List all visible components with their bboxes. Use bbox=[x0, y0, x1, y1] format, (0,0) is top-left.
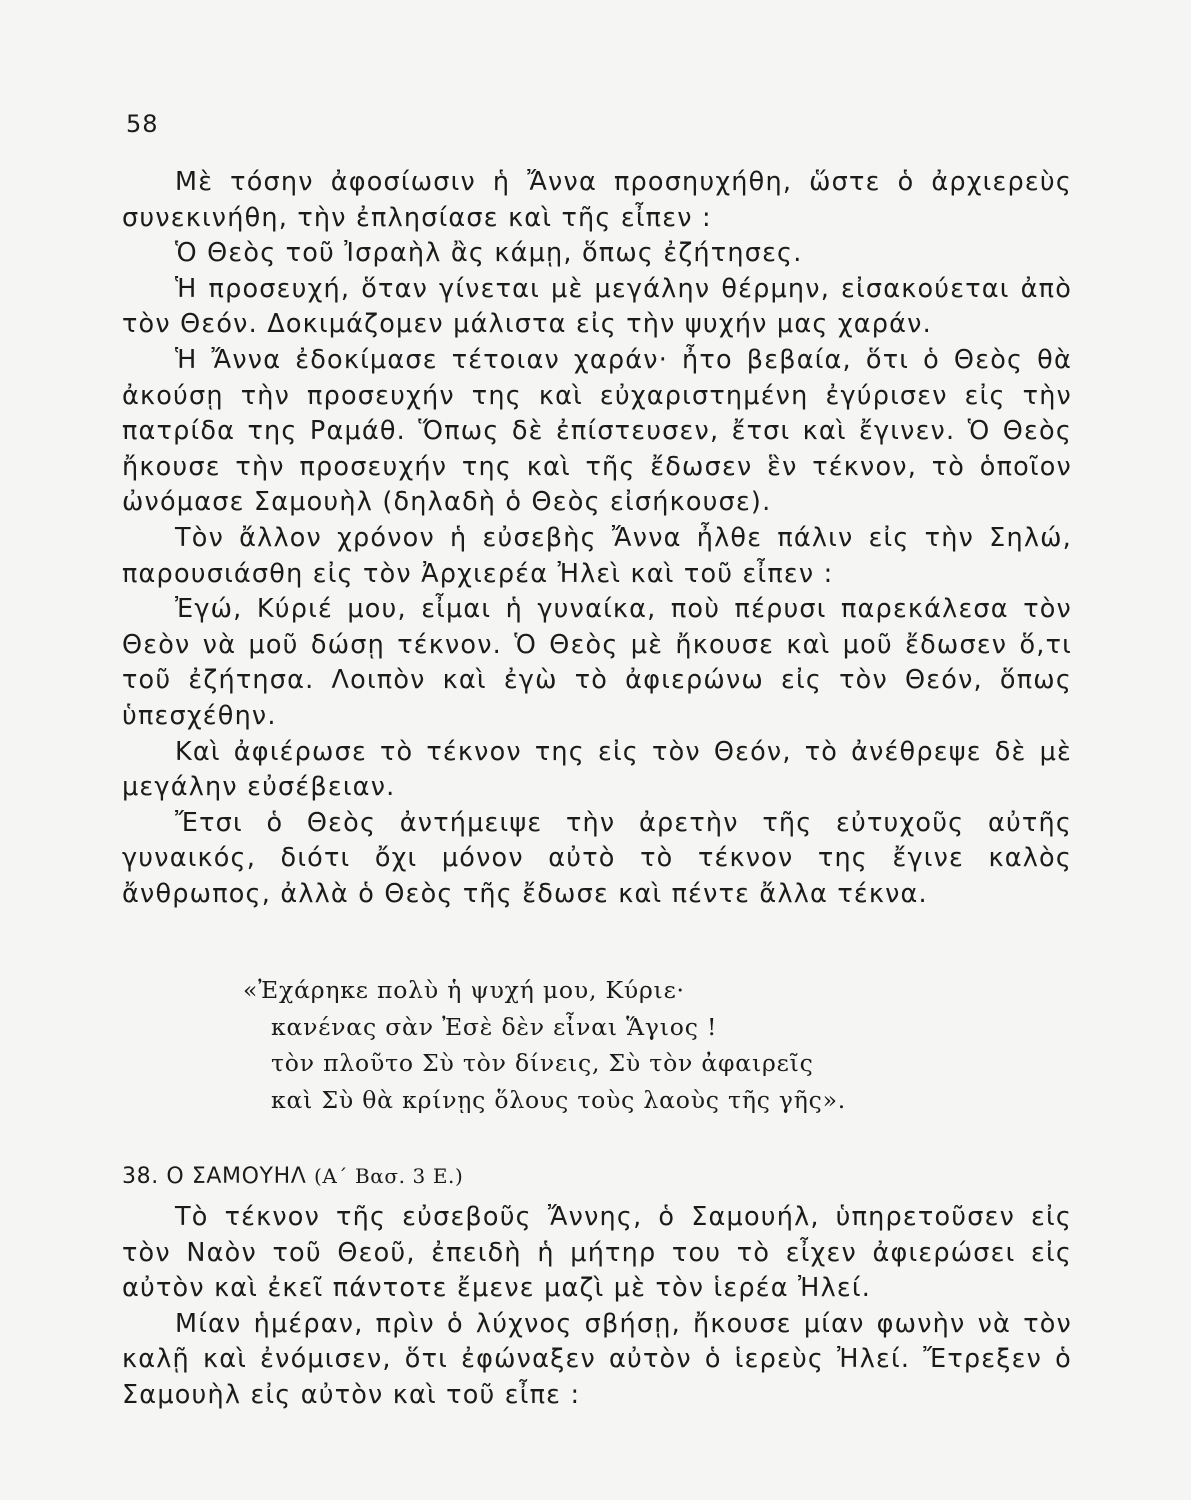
paragraph: Καὶ ἀφιέρωσε τὸ τέκνον της εἰς τὸν Θεόν, τὸ ἀνέθρεψε δὲ μὲ μεγάλην εὐσέβειαν. bbox=[122, 736, 1072, 803]
poem-line: τὸν πλοῦτο Σὺ τὸν δίνεις, Σὺ τὸν ἀφαιρεῖς bbox=[271, 1049, 814, 1077]
paragraph: Ὁ Θεὸς τοῦ Ἰσραὴλ ἂς κάμῃ, ὅπως ἐζήτησες. bbox=[175, 238, 803, 269]
poem-line: «Ἐχάρηκε πολὺ ἡ ψυχή μου, Κύριε· bbox=[243, 976, 685, 1004]
paragraph: Μὲ τόσην ἀφοσίωσιν ἡ Ἄννα προσηυχήθη, ὥστε ὁ ἀρχιερεὺς συνεκινήθη, τὴν ἐπλησίασε καὶ τῆς εἶπεν : bbox=[122, 167, 1072, 233]
poem-line: καὶ Σὺ θὰ κρίνῃς ὅλους τοὺς λαοὺς τῆς γῆς». bbox=[271, 1085, 847, 1114]
paragraph: Τὸν ἄλλον χρόνον ἡ εὐσεβὴς Ἄννα ἦλθε πάλιν εἰς τὴν Σηλώ, παρουσιάσθη εἰς τὸν Ἀρχιερέα Ἠλεὶ καὶ τοῦ εἶπεν : bbox=[122, 522, 1072, 589]
section-heading bbox=[122, 1164, 463, 1189]
main-text bbox=[122, 165, 1072, 912]
paragraph: Μίαν ἡμέραν, πρὶν ὁ λύχνος σβήσῃ, ἤκουσε μίαν φωνὴν νὰ τὸν καλῇ καὶ ἐνόμισεν, ὅτι ἐφώναξεν αὐτὸν ὁ ἱερεὺς Ἠλεί. Ἔτρεξεν ὁ Σαμουὴλ εἰς αὐτὸν καὶ τοῦ εἶπε : bbox=[122, 1308, 1072, 1410]
section-title: 38. Ο ΣΑΜΟΥΗΛ bbox=[122, 1164, 307, 1189]
poem-line: κανένας σὰν Ἐσὲ δὲν εἶναι Ἅγιος ! bbox=[271, 1012, 718, 1041]
hymn-quote bbox=[243, 972, 943, 1118]
paragraph: Ἐγώ, Κύριέ μου, εἶμαι ἡ γυναίκα, ποὺ πέρυσι παρεκάλεσα τὸν Θεὸν νὰ μοῦ δώσῃ τέκνον. Ὁ Θεὸς μὲ ἤκουσε καὶ μοῦ ἔδωσεν ὅ,τι τοῦ ἐζήτησα. Λοιπὸν καὶ ἐγὼ τὸ ἀφιερώνω εἰς τὸν Θεόν, ὅπως ὑπεσχέθην. bbox=[122, 594, 1072, 731]
paragraph: Ἡ προσευχή, ὅταν γίνεται μὲ μεγάλην θέρμην, εἰσακούεται ἀπὸ τὸν Θεόν. Δοκιμάζομεν μάλιστα εἰς τὴν ψυχήν μας χαράν. bbox=[122, 273, 1072, 340]
paragraph: Ἡ Ἄννα ἐδοκίμασε τέτοιαν χαράν· ἦτο βεβαία, ὅτι ὁ Θεὸς θὰ ἀκούσῃ τὴν προσευχήν της καὶ εὐχαριστημένη ἐγύρισεν εἰς τὴν πατρίδα της Ραμάθ. Ὅπως δὲ ἐπίστευσεν, ἔτσι καὶ ἔγινεν. Ὁ Θεὸς ἤκουσε τὴν προσευχήν της καὶ τῆς ἔδωσεν ἓν τέκνον, τὸ ὁποῖον ὠνόμασε Σαμουὴλ (δηλαδὴ ὁ Θεὸς εἰσήκουσε). bbox=[122, 344, 1072, 518]
page-number: 58 bbox=[126, 110, 159, 138]
paragraph: Ἔτσι ὁ Θεὸς ἀντήμειψε τὴν ἀρετὴν τῆς εὐτυχοῦς αὐτῆς γυναικός, διότι ὄχι μόνον αὐτὸ τὸ τέκνον της ἔγινε καλὸς ἄνθρωπος, ἀλλὰ ὁ Θεὸς τῆς ἔδωσε καὶ πέντε ἄλλα τέκνα. bbox=[122, 807, 1072, 909]
section-reference: (Α΄ Βασ. 3 Ε.) bbox=[313, 1164, 464, 1188]
paragraph: Τὸ τέκνον τῆς εὐσεβοῦς Ἄννης, ὁ Σαμουήλ, ὑπηρετοῦσεν εἰς τὸν Ναὸν τοῦ Θεοῦ, ἐπειδὴ ἡ μήτηρ του τὸ εἶχεν ἀφιερώσει εἰς αὐτὸν καὶ ἐκεῖ πάντοτε ἔμενε μαζὶ μὲ τὸν ἱερέα Ἠλεί. bbox=[122, 1202, 1072, 1304]
section-text bbox=[122, 1200, 1072, 1414]
